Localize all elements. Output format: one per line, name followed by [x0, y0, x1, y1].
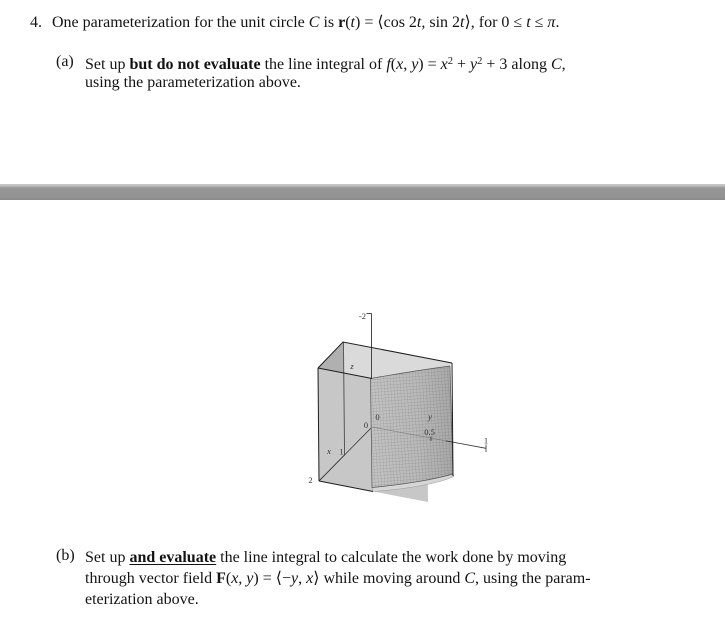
mesh-surface: [371, 366, 454, 488]
plot-3d-figure: [285, 300, 500, 515]
part-a-line-2: using the parameterization above.: [85, 73, 301, 91]
y-axis-label: y: [428, 411, 432, 422]
x-tick-2-label: 2: [308, 475, 313, 485]
z-axis-label: z: [350, 361, 354, 371]
problem-intro-text: One parameterization for the unit circle C is r(t) = ⟨cos 2t, sin 2t⟩, for 0 ≤ t ≤ π.: [52, 14, 560, 31]
x-tick-1-label: 1: [339, 446, 344, 457]
mesh-surface-shading: [371, 366, 454, 488]
x-axis-label: x: [327, 446, 331, 456]
part-a: [56, 53, 566, 91]
part-b-line-1: Set up and evaluate the line integral to calculate the work done by moving: [85, 549, 567, 566]
part-a-line-1: Set up but do not evaluate the line integral of f(x, $y) = x^2 + y^2 + 3$ along C,: [85, 56, 566, 73]
part-a-label: (a): [56, 53, 74, 70]
page-divider-bar: [0, 184, 725, 200]
y-tick-05-label: 0.5: [424, 427, 435, 437]
part-b-line-2: through vector field F(x, y) = ⟨−y, x⟩ while moving around C, using the param-: [85, 570, 591, 587]
part-a-text: [85, 53, 566, 91]
y-tick-1-label: 1: [483, 435, 489, 446]
origin-z-label: 0: [375, 412, 380, 422]
problem-statement: [30, 12, 559, 32]
part-b-label: (b): [56, 547, 75, 564]
z-top-tick-label: -2: [358, 311, 366, 321]
part-b: [56, 547, 591, 610]
problem-number: 4.: [30, 14, 42, 31]
origin-xy-label: 0: [363, 420, 369, 430]
part-b-line-3: eterization above.: [85, 591, 199, 608]
part-b-text: [85, 547, 591, 610]
